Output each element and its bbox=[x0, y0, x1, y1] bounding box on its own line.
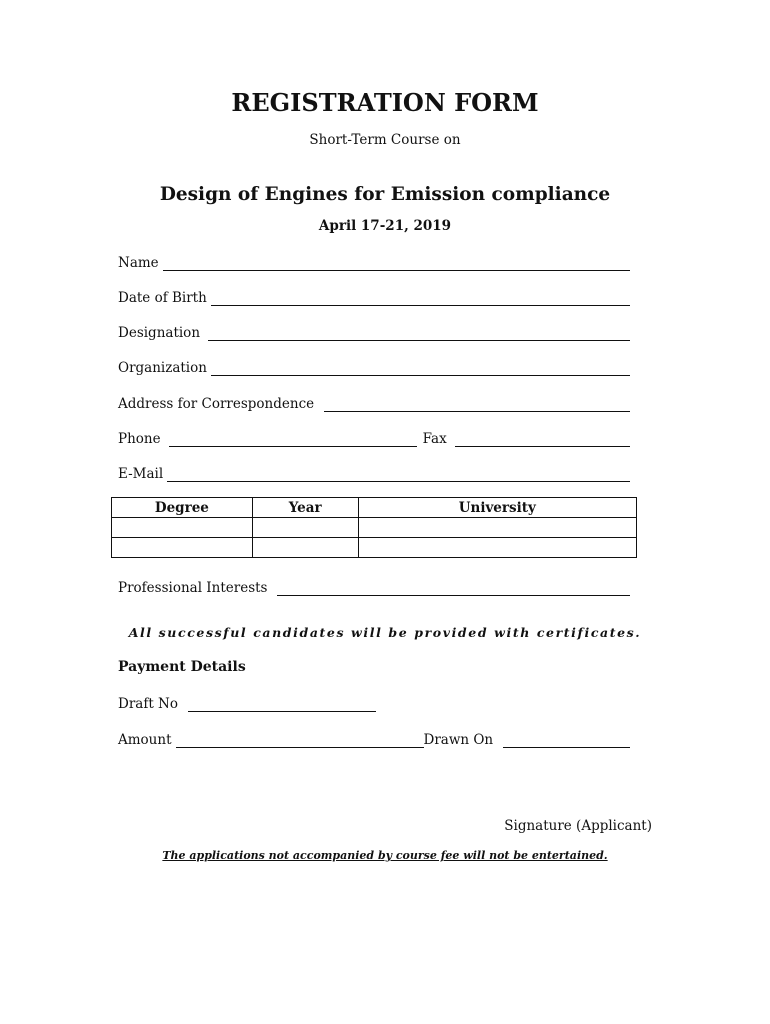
dob-row bbox=[118, 286, 630, 306]
email-field[interactable] bbox=[167, 467, 630, 482]
email-label: E-Mail bbox=[118, 466, 164, 482]
table-row bbox=[112, 538, 637, 558]
amount-row bbox=[118, 728, 630, 748]
name-label: Name bbox=[118, 255, 159, 271]
course-title: Design of Engines for Emission compliance bbox=[159, 184, 611, 205]
draft-row bbox=[118, 692, 630, 712]
footer-note: The applications not accompanied by course fee will not be entertained. bbox=[162, 849, 608, 862]
organization-label: Organization bbox=[118, 360, 207, 376]
organization-row bbox=[118, 356, 630, 376]
email-row bbox=[118, 462, 630, 482]
degree-cell[interactable] bbox=[112, 518, 253, 538]
phone-field[interactable] bbox=[169, 432, 417, 447]
designation-field[interactable] bbox=[208, 326, 630, 341]
university-cell[interactable] bbox=[358, 538, 636, 558]
name-field[interactable] bbox=[163, 256, 630, 271]
form-subtitle: Short-Term Course on bbox=[309, 132, 461, 148]
phone-label: Phone bbox=[118, 431, 161, 447]
university-header: University bbox=[358, 498, 636, 518]
year-cell[interactable] bbox=[252, 538, 358, 558]
amount-label: Amount bbox=[118, 732, 172, 748]
amount-field[interactable] bbox=[176, 733, 424, 748]
payment-heading: Payment Details bbox=[118, 659, 246, 675]
form-title: REGISTRATION FORM bbox=[231, 88, 539, 117]
education-table bbox=[111, 497, 637, 558]
year-header: Year bbox=[252, 498, 358, 518]
phone-fax-row bbox=[118, 427, 630, 447]
interests-field[interactable] bbox=[277, 581, 630, 596]
address-label: Address for Correspondence bbox=[118, 396, 315, 412]
designation-label: Designation bbox=[118, 325, 201, 341]
draft-no-field[interactable] bbox=[188, 697, 376, 712]
drawn-on-label: Drawn On bbox=[423, 732, 494, 748]
table-header-row bbox=[112, 498, 637, 518]
course-dates: April 17-21, 2019 bbox=[318, 218, 452, 234]
year-cell[interactable] bbox=[252, 518, 358, 538]
degree-header: Degree bbox=[112, 498, 253, 518]
draft-no-label: Draft No bbox=[118, 696, 178, 712]
fax-field[interactable] bbox=[455, 432, 630, 447]
drawn-on-field[interactable] bbox=[503, 733, 630, 748]
dob-field[interactable] bbox=[211, 291, 630, 306]
address-row bbox=[118, 392, 630, 412]
address-field[interactable] bbox=[324, 397, 630, 412]
organization-field[interactable] bbox=[211, 361, 630, 376]
designation-row bbox=[118, 321, 630, 341]
interests-label: Professional Interests bbox=[118, 580, 268, 596]
name-row bbox=[118, 251, 630, 271]
degree-cell[interactable] bbox=[112, 538, 253, 558]
certificate-note: All successful candidates will be provided with certificates. bbox=[128, 625, 642, 640]
dob-label: Date of Birth bbox=[118, 290, 207, 306]
fax-label: Fax bbox=[422, 431, 447, 447]
university-cell[interactable] bbox=[358, 518, 636, 538]
interests-row bbox=[118, 576, 630, 596]
signature-label: Signature (Applicant) bbox=[504, 818, 652, 834]
table-row bbox=[112, 518, 637, 538]
